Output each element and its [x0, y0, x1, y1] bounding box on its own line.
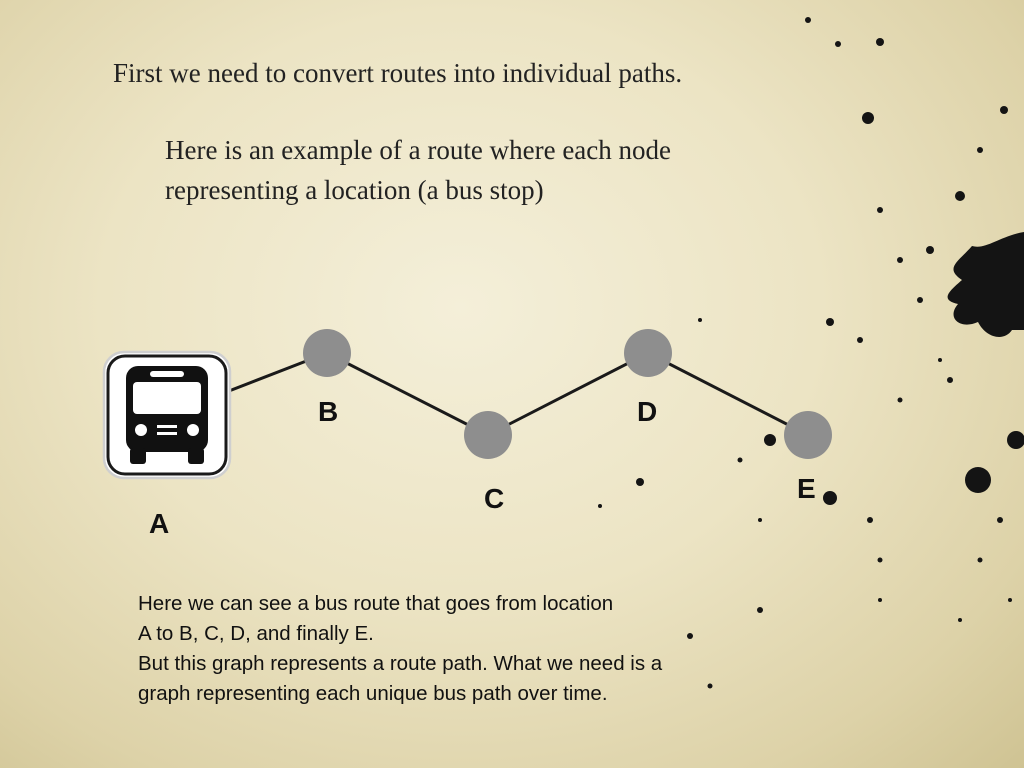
- node-label-e: E: [797, 473, 816, 504]
- ink-dot: [698, 318, 702, 322]
- node-label-a: A: [149, 508, 170, 539]
- body-line: Here we can see a bus route that goes from location: [138, 592, 614, 615]
- route-edge-b-c: [327, 353, 488, 435]
- ink-dot: [857, 337, 863, 343]
- route-node-c: [464, 411, 512, 459]
- ink-dot: [598, 504, 602, 508]
- ink-dot: [758, 518, 762, 522]
- ink-dot: [823, 491, 837, 505]
- ink-dot: [897, 257, 903, 263]
- ink-dot: [878, 598, 882, 602]
- ink-dot: [958, 618, 962, 622]
- ink-dot: [876, 38, 884, 46]
- ink-dot: [955, 191, 965, 201]
- ink-dot: [826, 318, 834, 326]
- ink-dot: [636, 478, 644, 486]
- subtitle-line: representing a location (a bus stop): [165, 175, 544, 205]
- node-label-b: B: [318, 396, 339, 427]
- ink-dot: [978, 558, 983, 563]
- ink-dot: [738, 458, 743, 463]
- subtitle-line: Here is an example of a route where each node: [165, 135, 671, 165]
- ink-dot: [867, 517, 873, 523]
- ink-dot: [977, 147, 983, 153]
- body-line: But this graph represents a route path. What we need is a: [138, 652, 663, 675]
- node-label-d: D: [637, 396, 658, 427]
- ink-dot: [878, 558, 883, 563]
- ink-dot: [997, 517, 1003, 523]
- ink-dot: [926, 246, 934, 254]
- slide-body-text: [138, 589, 838, 709]
- ink-dot: [938, 358, 942, 362]
- ink-dot: [1000, 106, 1008, 114]
- ink-dot: [917, 297, 923, 303]
- slide-title: First we need to convert routes into individual paths.: [113, 58, 683, 88]
- body-line: graph representing each unique bus path over time.: [138, 682, 608, 705]
- ink-dot: [965, 467, 991, 493]
- body-line: A to B, C, D, and finally E.: [138, 622, 374, 645]
- route-node-e: [784, 411, 832, 459]
- ink-blot: [948, 232, 1024, 337]
- ink-dot: [877, 207, 883, 213]
- route-node-d: [624, 329, 672, 377]
- ink-dot: [835, 41, 841, 47]
- node-label-c: C: [484, 483, 505, 514]
- ink-dot: [898, 398, 903, 403]
- ink-dot: [862, 112, 874, 124]
- ink-dot: [1008, 598, 1012, 602]
- slide-subtitle: [165, 130, 845, 210]
- ink-dot: [764, 434, 776, 446]
- route-node-b: [303, 329, 351, 377]
- ink-dot: [805, 17, 811, 23]
- ink-dot: [1007, 431, 1024, 449]
- route-edge-d-e: [648, 353, 808, 435]
- route-nodes: [104, 329, 832, 478]
- ink-dot: [947, 377, 953, 383]
- route-edge-c-d: [488, 353, 648, 435]
- bus-icon: [104, 352, 230, 478]
